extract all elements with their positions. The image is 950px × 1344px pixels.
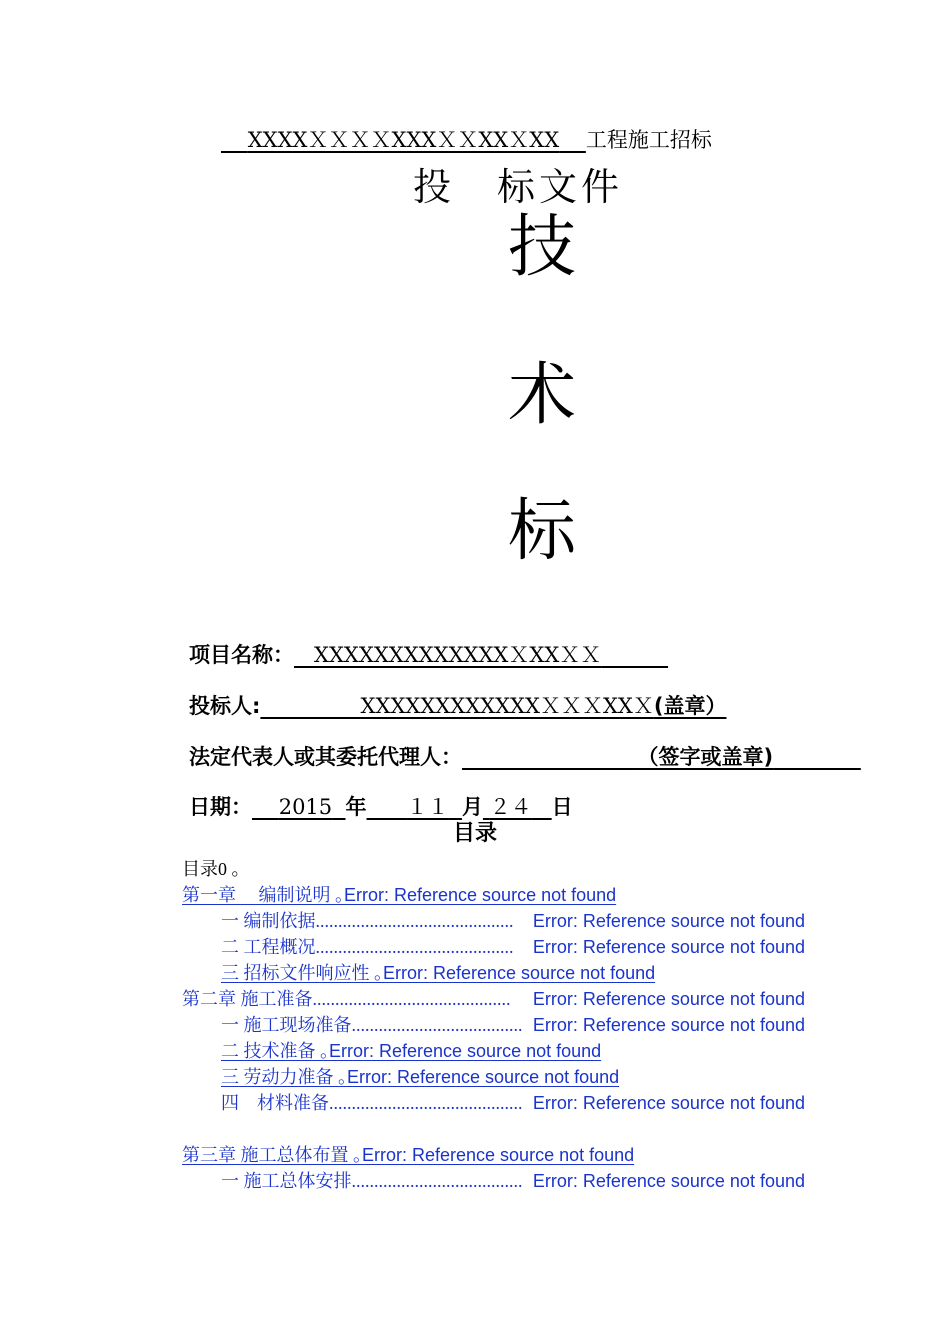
toc-entry-2-2[interactable]: 二 技术准备 ｡Error: Reference source not found — [221, 1041, 602, 1061]
tender-suffix: 工程施工招标 — [585, 128, 712, 152]
toc-entry-ch1[interactable]: 第一章 编制说明 ｡Error: Reference source not found — [182, 885, 617, 905]
bidder-field — [189, 690, 726, 720]
date-label: 日期： — [189, 795, 252, 819]
date-day: ２４ — [489, 795, 532, 819]
document-title: 投 标文件 — [412, 165, 623, 209]
representative-sign: （签字或盖章) — [637, 745, 774, 769]
big-char-shu: 术 — [508, 356, 577, 435]
toc-entry-ch3[interactable]: 第三章 施工总体布置 ｡Error: Reference source not found — [182, 1145, 635, 1165]
representative-field — [189, 741, 861, 771]
date-year-unit: 年 — [345, 795, 367, 819]
project-name-value: XXXXXXXXXXXXXＸXXＸＸ — [314, 643, 602, 667]
date-day-unit: 日 — [551, 795, 573, 819]
date-month-unit: 月 — [461, 795, 483, 819]
representative-label: 法定代表人或其委托代理人： — [189, 745, 462, 769]
date-month: １１ — [406, 795, 449, 819]
toc-entry-2-3[interactable]: 三 劳动力准备 ｡Error: Reference source not found — [221, 1067, 620, 1087]
project-code: XXXXＸＸＸＸXXXＸＸXXＸXX — [247, 128, 560, 152]
bidder-seal: (盖章） — [653, 694, 727, 718]
toc-entry-1-3[interactable]: 三 招标文件响应性 ｡Error: Reference source not found — [221, 963, 656, 983]
bidder-value: XXXXXXXXXXXXＸＸＸXXＸ — [360, 694, 654, 718]
toc-heading: 目录 — [452, 821, 497, 846]
bidder-label: 投标人: — [189, 694, 261, 718]
big-char-biao: 标 — [508, 492, 577, 571]
project-name-field — [189, 639, 668, 669]
tender-title-line — [221, 124, 712, 154]
toc-first-line: 目录0 ｡ — [182, 859, 241, 879]
date-year: 2015 — [278, 795, 333, 819]
big-char-ji: 技 — [508, 208, 577, 287]
project-name-label: 项目名称： — [189, 643, 294, 667]
